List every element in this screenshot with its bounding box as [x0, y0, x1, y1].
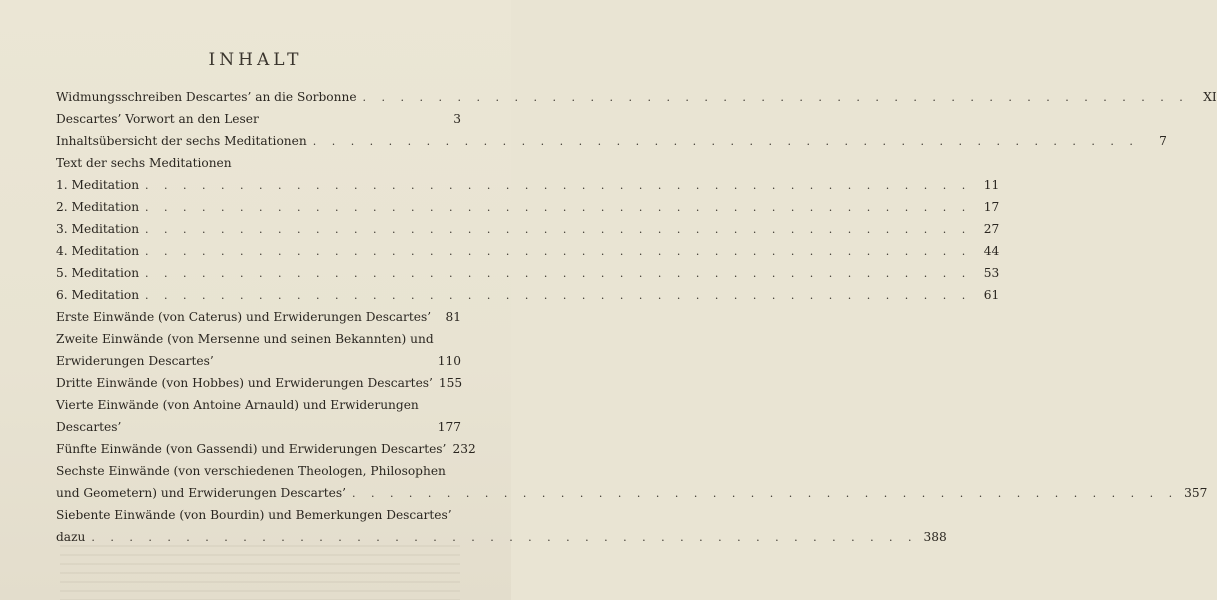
toc-entry	[56, 152, 461, 174]
toc-entry	[56, 350, 461, 372]
dot-leader	[139, 241, 971, 263]
toc-entry-title: dazu	[56, 530, 86, 544]
dot-leader	[346, 483, 1178, 505]
toc-entry-page: 388	[923, 530, 947, 544]
toc-entry	[56, 262, 1000, 284]
toc-entry	[56, 504, 461, 526]
toc-entry	[56, 240, 1000, 262]
toc-entry	[56, 394, 461, 416]
page-title: INHALT	[208, 50, 303, 70]
toc-entry	[56, 86, 1217, 108]
toc-entry-title: 1. Meditation	[56, 178, 140, 192]
toc-entry-title: 6. Meditation	[56, 288, 140, 302]
toc-entry-title: Dritte Einwände (von Hobbes) und Erwiderungen Descartes’	[56, 376, 433, 390]
toc-entry	[56, 482, 1208, 504]
toc-entry	[56, 328, 461, 350]
toc-entry-title: 3. Meditation	[56, 222, 140, 236]
toc-entry-page: 232	[452, 442, 476, 456]
toc-entry-page: XI	[1203, 90, 1217, 104]
dot-leader	[307, 131, 1139, 153]
toc-entry-title: Descartes’ Vorwort an den Leser	[56, 112, 259, 126]
dot-leader	[139, 263, 971, 285]
toc-entry	[56, 416, 461, 438]
toc-entry-page: 357	[1184, 486, 1208, 500]
toc-entry-title: 4. Meditation	[56, 244, 140, 258]
toc-entry	[56, 218, 1000, 240]
toc-entry	[56, 174, 1000, 196]
dot-leader	[139, 175, 971, 197]
toc-entry-title: Text der sechs Meditationen	[56, 156, 232, 170]
toc-entry-title: Erste Einwände (von Caterus) und Erwiderungen Descartes’	[56, 310, 432, 324]
dot-leader	[139, 285, 971, 307]
toc-entry-title: Inhaltsübersicht der sechs Meditationen	[56, 134, 307, 148]
toc-entry-page: 17	[983, 200, 1000, 214]
show-through-text	[60, 545, 460, 600]
toc-entry-title: Vierte Einwände (von Antoine Arnauld) und Erwiderungen	[56, 398, 419, 412]
toc-entry	[56, 284, 1000, 306]
toc-entry-page: 81	[445, 310, 461, 324]
toc-entry-page: 61	[983, 288, 1000, 302]
toc-entry-title: Widmungsschreiben Descartes’ an die Sorbonne	[56, 90, 357, 104]
toc-entry-page: 155	[438, 376, 463, 390]
toc-entry-page: 177	[437, 420, 461, 434]
toc-entry-title: Siebente Einwände (von Bourdin) und Bemerkungen Descartes’	[56, 508, 452, 522]
toc-entry-title: 2. Meditation	[56, 200, 140, 214]
toc-entry-page: 7	[1159, 134, 1167, 148]
table-of-contents	[56, 86, 1217, 548]
toc-entry-page: 27	[983, 222, 1000, 236]
dot-leader	[357, 87, 1189, 109]
toc-entry-page: 11	[983, 178, 1000, 192]
toc-entry-page: 110	[437, 354, 461, 368]
toc-entry-title: und Geometern) und Erwiderungen Descartes’	[56, 486, 346, 500]
toc-entry	[56, 130, 1167, 152]
toc-entry-title: 5. Meditation	[56, 266, 140, 280]
toc-entry	[56, 196, 1000, 218]
toc-entry-page: 3	[453, 112, 461, 126]
toc-entry-page: 44	[983, 244, 1000, 258]
toc-entry-title: Zweite Einwände (von Mersenne und seinen Bekannten) und	[56, 332, 434, 346]
toc-entry-title: Sechste Einwände (von verschiedenen Theologen, Philosophen	[56, 464, 446, 478]
toc-entry-page: 53	[983, 266, 1000, 280]
toc-entry-title: Fünfte Einwände (von Gassendi) und Erwiderungen Descartes’	[56, 442, 447, 456]
toc-entry	[56, 108, 461, 130]
toc-entry-title: Erwiderungen Descartes’	[56, 354, 214, 368]
toc-entry	[56, 372, 461, 394]
dot-leader	[139, 219, 971, 241]
toc-entry	[56, 460, 461, 482]
toc-entry-title: Descartes’	[56, 420, 122, 434]
toc-entry	[56, 438, 476, 460]
dot-leader	[139, 197, 971, 219]
toc-entry	[56, 306, 461, 328]
